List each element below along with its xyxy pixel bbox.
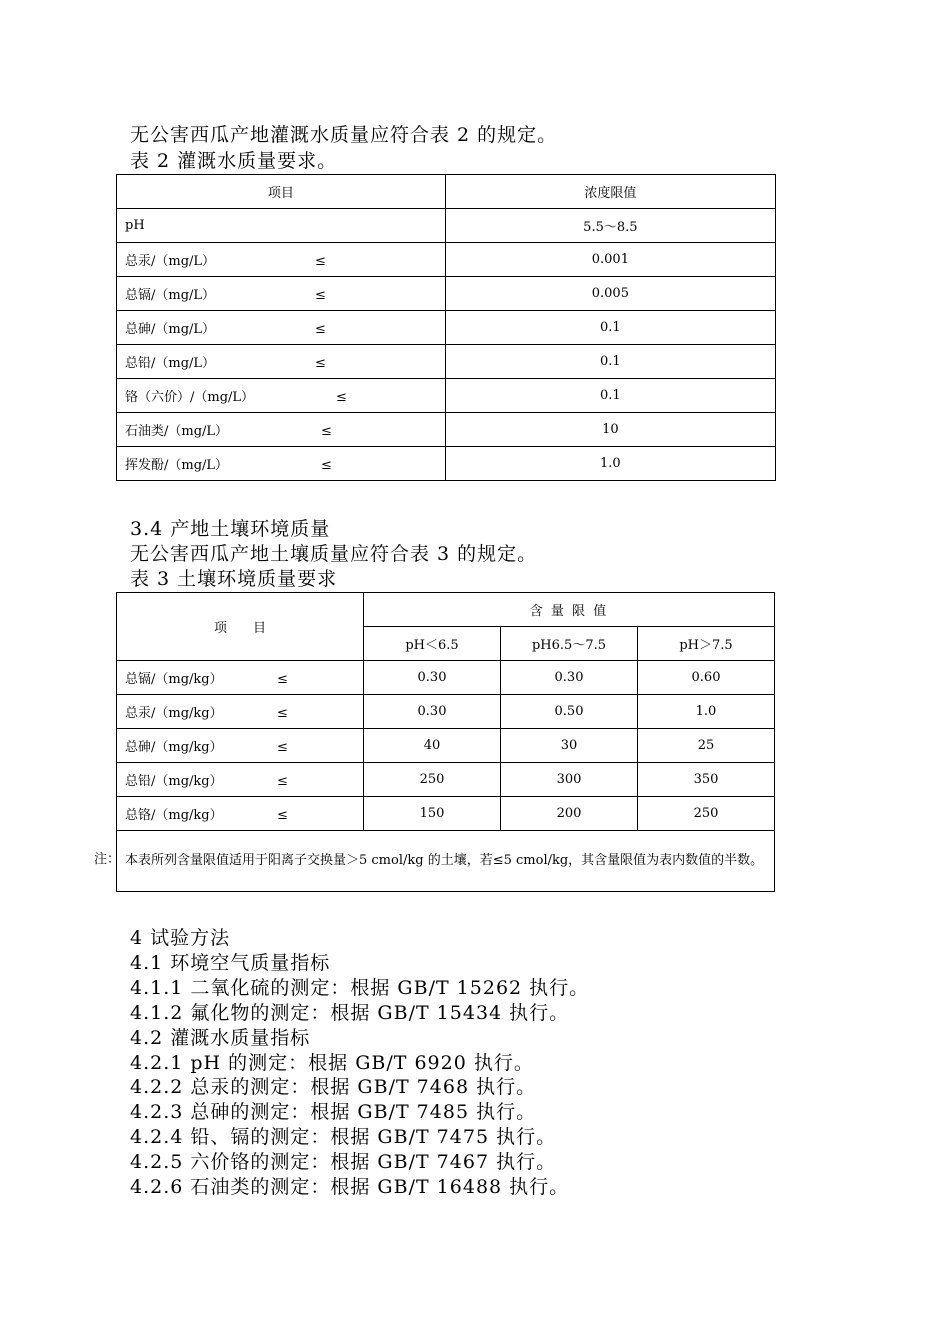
row-value: 250 (638, 797, 775, 831)
table-row (117, 345, 776, 379)
table-header-row (117, 593, 775, 627)
row-value: 1.0 (638, 695, 775, 729)
row-item (117, 345, 446, 379)
row-value: 150 (364, 797, 501, 831)
item-label: 总铅/（mg/kg） (125, 774, 223, 789)
table-row (117, 763, 775, 797)
table-row (117, 209, 776, 243)
row-item (117, 413, 446, 447)
row-value: 0.1 (445, 379, 775, 413)
le-sign: ≤ (315, 288, 326, 303)
header-item: 项目 (117, 175, 446, 209)
row-value: 0.001 (445, 243, 775, 277)
item-label: 总铬/（mg/kg） (125, 808, 223, 823)
le-sign: ≤ (277, 774, 288, 789)
table3-caption: 表 3 土壤环境质量要求 (130, 568, 338, 590)
row-item (117, 661, 364, 695)
row-value: 0.30 (501, 661, 638, 695)
item-label: 石油类/（mg/L） (125, 424, 229, 439)
row-value: 250 (364, 763, 501, 797)
table-row (117, 695, 775, 729)
item-label: 总镉/（mg/kg） (125, 672, 223, 687)
row-value: 0.1 (445, 345, 775, 379)
row-item (117, 243, 446, 277)
le-sign: ≤ (321, 424, 332, 439)
table-row (117, 243, 776, 277)
le-sign: ≤ (277, 672, 288, 687)
item-label: 总汞/（mg/kg） (125, 706, 223, 721)
le-sign: ≤ (315, 254, 326, 269)
soil-quality-table (116, 592, 775, 892)
row-value: 5.5～8.5 (445, 209, 775, 243)
item-label: 总镉/（mg/L） (125, 288, 216, 303)
header-item: 项 目 (117, 593, 364, 661)
table-row (117, 661, 775, 695)
row-value: 40 (364, 729, 501, 763)
method-4-1-2: 4.1.2 氟化物的测定：根据 GB/T 15434 执行。 (130, 1002, 570, 1024)
section-4-heading: 4 试验方法 (130, 927, 231, 949)
item-label: 挥发酚/（mg/L） (125, 458, 229, 473)
le-sign: ≤ (315, 322, 326, 337)
row-value: 30 (501, 729, 638, 763)
method-4-1-1: 4.1.1 二氧化硫的测定：根据 GB/T 15262 执行。 (130, 977, 590, 999)
le-sign: ≤ (277, 808, 288, 823)
row-item (117, 209, 446, 243)
item-label: 总砷/（mg/L） (125, 322, 216, 337)
table2-caption: 表 2 灌溉水质量要求。 (130, 150, 338, 172)
row-value: 1.0 (445, 447, 775, 481)
table-row (117, 311, 776, 345)
table-row (117, 447, 776, 481)
intro-soil-paragraph: 无公害西瓜产地土壤质量应符合表 3 的规定。 (130, 543, 538, 565)
row-item (117, 277, 446, 311)
le-sign: ≤ (321, 458, 332, 473)
header-ph-mid: pH6.5～7.5 (501, 627, 638, 661)
row-value: 0.50 (501, 695, 638, 729)
section-4-2-heading: 4.2 灌溉水质量指标 (130, 1027, 311, 1049)
table-note: 本表所列含量限值适用于阳离子交换量＞5 cmol/kg 的土壤，若≤5 cmol/kg，其含量限值为表内数值的半数。 (117, 831, 775, 892)
table-row (117, 413, 776, 447)
row-value: 0.30 (364, 695, 501, 729)
table-note-row (117, 831, 775, 892)
row-value: 350 (638, 763, 775, 797)
le-sign: ≤ (277, 706, 288, 721)
method-4-2-3: 4.2.3 总砷的测定：根据 GB/T 7485 执行。 (130, 1101, 537, 1123)
row-value: 300 (501, 763, 638, 797)
method-4-2-5: 4.2.5 六价铬的测定：根据 GB/T 7467 执行。 (130, 1151, 557, 1173)
table-row (117, 729, 775, 763)
row-item (117, 695, 364, 729)
table-row (117, 379, 776, 413)
row-value: 10 (445, 413, 775, 447)
item-label: 总砷/（mg/kg） (125, 740, 223, 755)
table-header-row (117, 175, 776, 209)
method-4-2-4: 4.2.4 铅、镉的测定：根据 GB/T 7475 执行。 (130, 1126, 557, 1148)
method-4-2-1: 4.2.1 pH 的测定：根据 GB/T 6920 执行。 (130, 1052, 534, 1074)
item-label: 总汞/（mg/L） (125, 254, 216, 269)
table-row (117, 277, 776, 311)
header-content-limit: 含 量 限 值 (364, 593, 775, 627)
method-4-2-6: 4.2.6 石油类的测定：根据 GB/T 16488 执行。 (130, 1176, 570, 1198)
method-4-2-2: 4.2.2 总汞的测定：根据 GB/T 7468 执行。 (130, 1076, 537, 1098)
row-item (117, 729, 364, 763)
row-item (117, 763, 364, 797)
intro-water-paragraph: 无公害西瓜产地灌溉水质量应符合表 2 的规定。 (130, 124, 558, 146)
row-item (117, 311, 446, 345)
item-label: 铬（六价）/（mg/L） (125, 390, 255, 405)
row-item (117, 797, 364, 831)
note-label: 注： (94, 852, 121, 867)
row-value: 25 (638, 729, 775, 763)
row-value: 0.60 (638, 661, 775, 695)
le-sign: ≤ (336, 390, 347, 405)
irrigation-water-table (116, 174, 776, 481)
row-item (117, 379, 446, 413)
row-value: 0.1 (445, 311, 775, 345)
header-ph-low: pH＜6.5 (364, 627, 501, 661)
header-ph-high: pH＞7.5 (638, 627, 775, 661)
item-label: pH (125, 218, 145, 233)
header-limit: 浓度限值 (445, 175, 775, 209)
section-4-1-heading: 4.1 环境空气质量指标 (130, 952, 331, 974)
item-label: 总铅/（mg/L） (125, 356, 216, 371)
row-value: 0.005 (445, 277, 775, 311)
row-item (117, 447, 446, 481)
le-sign: ≤ (315, 356, 326, 371)
row-value: 0.30 (364, 661, 501, 695)
le-sign: ≤ (277, 740, 288, 755)
section-3-4-heading: 3.4 产地土壤环境质量 (130, 518, 331, 540)
row-value: 200 (501, 797, 638, 831)
table-row (117, 797, 775, 831)
